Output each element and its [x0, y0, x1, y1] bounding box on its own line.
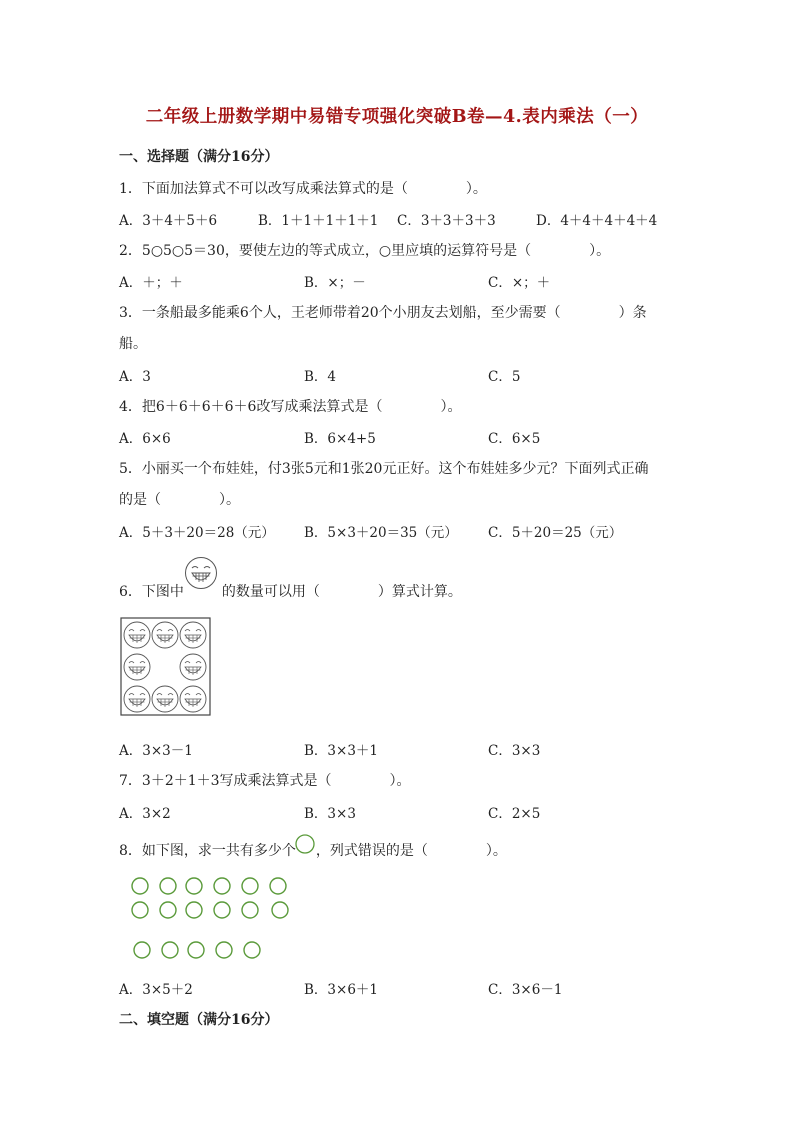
option-8c[interactable]: C．3×6－1 — [488, 982, 563, 998]
question-4 — [119, 396, 461, 416]
face-top-middle-icon — [152, 622, 178, 648]
option-1a[interactable]: A．3＋4＋5＋6 — [119, 213, 218, 229]
circles-figure — [128, 876, 298, 966]
question-3-text: 3．一条船最多能乘6个人，王老师带着20个小朋友去划船，至少需要（ — [119, 305, 561, 321]
question-5-line2-text: 的是（ — [119, 492, 161, 508]
section-heading-fill: 二、填空题（满分16分） — [119, 1012, 279, 1028]
option-7a[interactable]: A．3×2 — [119, 806, 171, 822]
circle-row2-4-icon — [214, 902, 230, 918]
question-2-tail: ）。 — [589, 243, 611, 259]
face-middle-right-icon — [180, 654, 206, 680]
option-1c[interactable]: C．3＋3＋3＋3 — [397, 213, 496, 229]
circle-row1-4-icon — [214, 878, 230, 894]
green-circle-icon — [294, 833, 316, 855]
option-8a[interactable]: A．3×5＋2 — [119, 982, 193, 998]
page-title: 二年级上册数学期中易错专项强化突破B卷—4.表内乘法（一） — [145, 107, 649, 127]
question-3-tail: ）条 — [618, 305, 647, 321]
question-5-tail: ）。 — [219, 492, 240, 508]
option-7b[interactable]: B．3×3 — [304, 806, 356, 822]
laughing-face-icon — [184, 556, 218, 590]
question-8-text: 8．如下图，求一共有多少个 — [119, 843, 296, 859]
option-8b[interactable]: B．3×6＋1 — [304, 982, 378, 998]
option-2a[interactable]: A．＋；＋ — [119, 275, 183, 291]
question-2 — [119, 240, 610, 260]
face-top-right-icon — [180, 622, 206, 648]
question-4-text: 4．把6＋6＋6＋6＋6改写成乘法算式是（ — [119, 399, 383, 415]
option-3c[interactable]: C．5 — [488, 369, 521, 385]
option-3a[interactable]: A．3 — [119, 369, 151, 385]
circle-row1-3-icon — [186, 878, 202, 894]
face-middle-left-icon — [124, 654, 150, 680]
circle-row3-4-icon — [216, 942, 232, 958]
face-bottom-middle-icon — [152, 686, 178, 712]
question-3 — [119, 302, 647, 322]
question-8-tail: ）。 — [485, 843, 507, 859]
question-1-tail: ）。 — [465, 181, 487, 197]
circle-row1-6-icon — [270, 878, 286, 894]
option-1b[interactable]: B．1＋1＋1＋1＋1 — [258, 213, 379, 229]
option-2b[interactable]: B．×；－ — [304, 275, 366, 291]
circle-row2-1-icon — [132, 902, 148, 918]
option-4c[interactable]: C．6×5 — [488, 431, 541, 447]
question-6-text: 6．下图中 — [119, 584, 184, 600]
circle-row2-6-icon — [272, 902, 288, 918]
question-6-tail: ）算式计算。 — [377, 584, 462, 600]
option-2c[interactable]: C．×；＋ — [488, 275, 551, 291]
circle-row3-1-icon — [134, 942, 150, 958]
circle-row1-5-icon — [242, 878, 258, 894]
option-6c[interactable]: C．3×3 — [488, 743, 541, 759]
option-5a[interactable]: A．5＋3＋20＝28（元） — [119, 525, 275, 541]
question-2-text: 2．5○5○5＝30，要使左边的等式成立，○里应填的运算符号是（ — [119, 243, 532, 259]
option-3b[interactable]: B．4 — [304, 369, 337, 385]
question-3-line2: 船。 — [119, 336, 147, 352]
face-bottom-right-icon — [180, 686, 206, 712]
faces-figure — [120, 617, 212, 717]
circle-row2-2-icon — [160, 902, 176, 918]
question-7 — [119, 770, 411, 790]
question-8-mid: ，列式错误的是（ — [315, 843, 428, 859]
face-top-left-icon — [124, 622, 150, 648]
question-5-line2 — [119, 489, 240, 509]
question-4-tail: ）。 — [440, 399, 462, 415]
option-6b[interactable]: B．3×3＋1 — [304, 743, 378, 759]
question-7-text: 7．3＋2＋1＋3写成乘法算式是（ — [119, 773, 332, 789]
option-4a[interactable]: A．6×6 — [119, 431, 171, 447]
circle-row3-2-icon — [162, 942, 178, 958]
question-1 — [119, 178, 487, 198]
circle-row1-1-icon — [132, 878, 148, 894]
question-5: 5．小丽买一个布娃娃，付3张5元和1张20元正好。这个布娃娃多少元？下面列式正确 — [119, 461, 649, 477]
question-1-text: 1．下面加法算式不可以改写成乘法算式的是（ — [119, 181, 408, 197]
question-7-tail: ）。 — [389, 773, 411, 789]
question-6-mid: 的数量可以用（ — [221, 584, 320, 600]
option-6a[interactable]: A．3×3－1 — [119, 743, 193, 759]
option-5b[interactable]: B．5×3＋20＝35（元） — [304, 525, 458, 541]
option-5c[interactable]: C．5＋20＝25（元） — [488, 525, 623, 541]
circle-row2-3-icon — [186, 902, 202, 918]
circle-row1-2-icon — [160, 878, 176, 894]
question-6 — [119, 581, 462, 601]
circle-row3-5-icon — [244, 942, 260, 958]
circle-row3-3-icon — [188, 942, 204, 958]
section-heading-choice: 一、选择题（满分16分） — [119, 149, 279, 165]
option-7c[interactable]: C．2×5 — [488, 806, 541, 822]
option-1d[interactable]: D．4＋4＋4＋4＋4 — [536, 213, 658, 229]
circle-row2-5-icon — [242, 902, 258, 918]
face-bottom-left-icon — [124, 686, 150, 712]
option-4b[interactable]: B．6×4+5 — [304, 431, 376, 447]
